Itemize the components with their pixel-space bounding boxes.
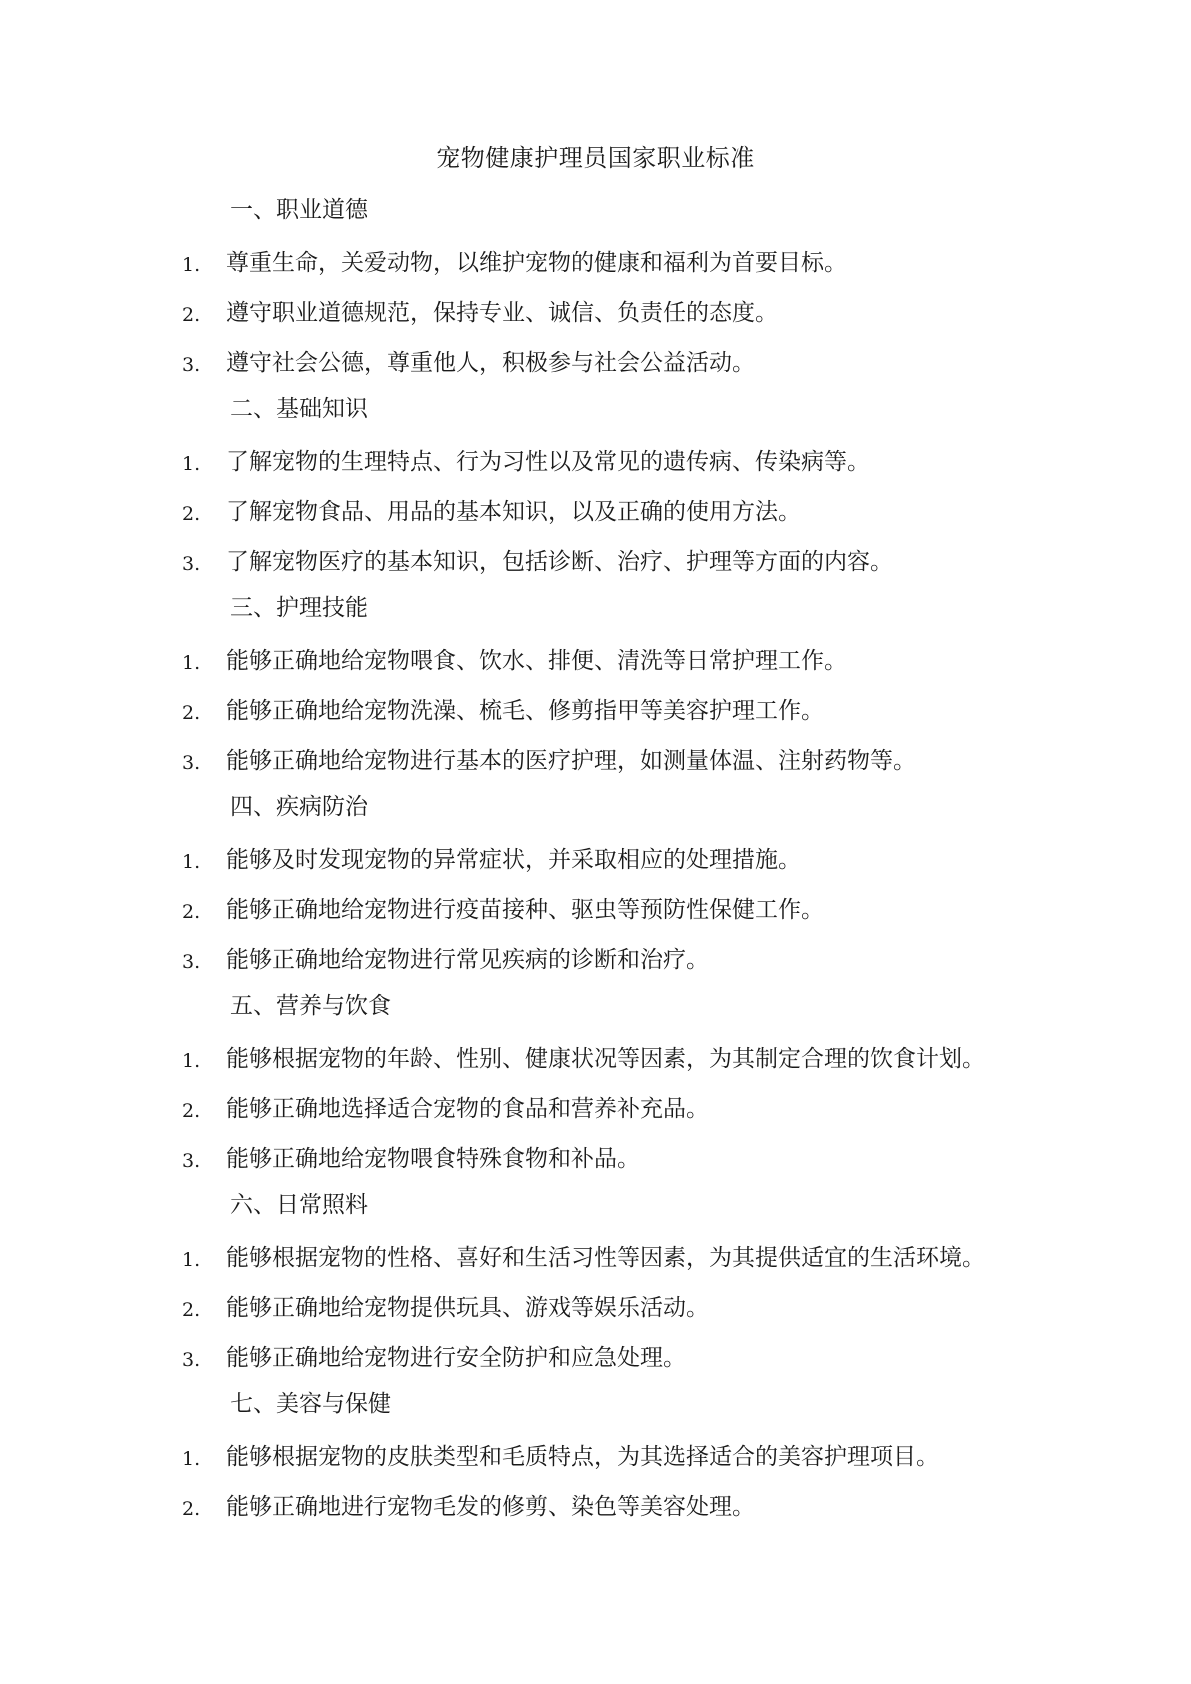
item-number: 1. <box>182 254 201 276</box>
item-text: 能够正确地给宠物喂食特殊食物和补品。 <box>226 1146 640 1172</box>
item-text: 能够正确地给宠物提供玩具、游戏等娱乐活动。 <box>226 1295 709 1321</box>
section-heading: 七、美容与保健 <box>230 1391 391 1417</box>
list-item <box>0 247 1191 279</box>
list-item <box>0 347 1191 379</box>
item-text: 尊重生命，关爱动物，以维护宠物的健康和福利为首要目标。 <box>226 250 847 276</box>
list-item <box>0 1093 1191 1125</box>
list-item <box>0 1242 1191 1274</box>
item-number: 3. <box>182 1349 201 1371</box>
section-heading: 二、基础知识 <box>230 396 368 422</box>
list-item <box>0 496 1191 528</box>
item-number: 2. <box>182 304 201 326</box>
list-item <box>0 745 1191 777</box>
item-number: 2. <box>182 901 201 923</box>
item-number: 3. <box>182 752 201 774</box>
item-text: 能够正确地给宠物进行安全防护和应急处理。 <box>226 1345 686 1371</box>
item-text: 能够正确地给宠物喂食、饮水、排便、清洗等日常护理工作。 <box>226 648 847 674</box>
item-text: 能够正确地给宠物进行常见疾病的诊断和治疗。 <box>226 947 709 973</box>
item-number: 3. <box>182 951 201 973</box>
item-text: 遵守职业道德规范，保持专业、诚信、负责任的态度。 <box>226 300 778 326</box>
section-heading: 六、日常照料 <box>230 1192 368 1218</box>
list-item <box>0 1441 1191 1473</box>
list-item <box>0 645 1191 677</box>
section-heading: 四、疾病防治 <box>230 794 368 820</box>
item-number: 2. <box>182 503 201 525</box>
item-text: 能够及时发现宠物的异常症状，并采取相应的处理措施。 <box>226 847 801 873</box>
item-text: 能够正确地选择适合宠物的食品和营养补充品。 <box>226 1096 709 1122</box>
list-item <box>0 844 1191 876</box>
item-number: 3. <box>182 553 201 575</box>
item-number: 1. <box>182 851 201 873</box>
list-item <box>0 297 1191 329</box>
item-text: 了解宠物医疗的基本知识，包括诊断、治疗、护理等方面的内容。 <box>226 549 893 575</box>
item-text: 能够正确地给宠物洗澡、梳毛、修剪指甲等美容护理工作。 <box>226 698 824 724</box>
list-item <box>0 1043 1191 1075</box>
list-item <box>0 446 1191 478</box>
item-number: 3. <box>182 354 201 376</box>
item-number: 1. <box>182 453 201 475</box>
list-item <box>0 1342 1191 1374</box>
item-number: 1. <box>182 652 201 674</box>
item-number: 2. <box>182 1299 201 1321</box>
item-text: 了解宠物食品、用品的基本知识，以及正确的使用方法。 <box>226 499 801 525</box>
item-number: 2. <box>182 1498 201 1520</box>
list-item <box>0 894 1191 926</box>
item-text: 能够正确地进行宠物毛发的修剪、染色等美容处理。 <box>226 1494 755 1520</box>
item-text: 遵守社会公德，尊重他人，积极参与社会公益活动。 <box>226 350 755 376</box>
list-item <box>0 1491 1191 1523</box>
list-item <box>0 546 1191 578</box>
item-text: 了解宠物的生理特点、行为习性以及常见的遗传病、传染病等。 <box>226 449 870 475</box>
item-number: 1. <box>182 1448 201 1470</box>
section-heading: 三、护理技能 <box>230 595 368 621</box>
item-text: 能够正确地给宠物进行疫苗接种、驱虫等预防性保健工作。 <box>226 897 824 923</box>
item-number: 2. <box>182 1100 201 1122</box>
list-item <box>0 944 1191 976</box>
item-number: 2. <box>182 702 201 724</box>
list-item <box>0 1292 1191 1324</box>
list-item <box>0 1143 1191 1175</box>
section-heading: 五、营养与饮食 <box>230 993 391 1019</box>
document-title: 宠物健康护理员国家职业标准 <box>436 144 755 172</box>
item-number: 3. <box>182 1150 201 1172</box>
item-number: 1. <box>182 1249 201 1271</box>
list-item <box>0 695 1191 727</box>
item-text: 能够根据宠物的性格、喜好和生活习性等因素，为其提供适宜的生活环境。 <box>226 1245 985 1271</box>
item-text: 能够根据宠物的皮肤类型和毛质特点，为其选择适合的美容护理项目。 <box>226 1444 939 1470</box>
item-number: 1. <box>182 1050 201 1072</box>
item-text: 能够正确地给宠物进行基本的医疗护理，如测量体温、注射药物等。 <box>226 748 916 774</box>
section-heading: 一、职业道德 <box>230 197 368 223</box>
item-text: 能够根据宠物的年龄、性别、健康状况等因素，为其制定合理的饮食计划。 <box>226 1046 985 1072</box>
